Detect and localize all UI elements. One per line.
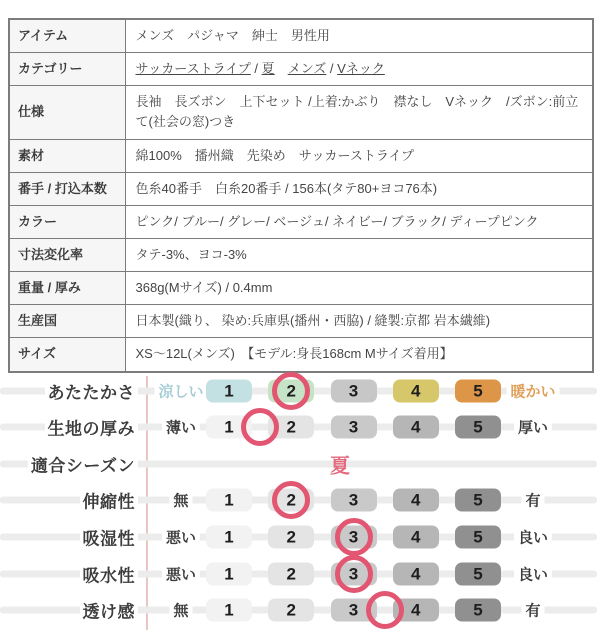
spec-table-body bbox=[9, 19, 593, 372]
spec-value-cell bbox=[125, 19, 593, 53]
spec-table bbox=[8, 18, 594, 373]
scale-max-label: 良い bbox=[514, 563, 552, 584]
category-link[interactable]: メンズ bbox=[287, 61, 327, 77]
scale-pill-4: 4 bbox=[393, 379, 439, 402]
spec-label-cell: 番手 / 打込本数 bbox=[9, 172, 125, 205]
spec-value-text: / bbox=[250, 61, 262, 77]
scale-pill-1: 1 bbox=[206, 489, 252, 512]
spec-row bbox=[9, 172, 593, 205]
scale-pill-1: 1 bbox=[206, 379, 252, 402]
scale-pill-5: 5 bbox=[455, 489, 501, 512]
spec-row bbox=[9, 238, 593, 271]
scale-min-label: 無 bbox=[169, 600, 192, 621]
rating-circle bbox=[241, 408, 279, 446]
scale-min-label: 薄い bbox=[162, 417, 200, 438]
chart-row bbox=[0, 518, 600, 555]
spec-value-cell bbox=[125, 205, 593, 238]
spec-value-text: ピンク/ ブルー/ グレー/ ベージュ/ ネイビー/ ブラック/ ディープピンク bbox=[135, 213, 539, 229]
scale-pill-2: 2 bbox=[268, 379, 314, 402]
spec-value-cell bbox=[125, 53, 593, 86]
spec-value-text: 綿100% 播州織 先染め サッカーストライプ bbox=[135, 147, 415, 163]
spec-value-cell bbox=[125, 86, 593, 139]
spec-label-cell: サイズ bbox=[9, 338, 125, 372]
spec-label-cell: カラー bbox=[9, 205, 125, 238]
spec-value-text: 368g(Mサイズ) / 0.4mm bbox=[135, 280, 273, 296]
scale-pill-3: 3 bbox=[331, 489, 377, 512]
spec-value-cell bbox=[125, 139, 593, 172]
spec-value-text: 日本製(織り、 染め:兵庫県(播州・西脇) / 縫製:京都 岩本繊維) bbox=[135, 313, 491, 329]
spec-value-cell bbox=[125, 238, 593, 271]
chart-row-label: あたたかさ bbox=[45, 377, 139, 404]
season-value: 夏 bbox=[330, 455, 350, 478]
spec-label-cell: 寸法変化率 bbox=[9, 238, 125, 271]
scale-min-label: 悪い bbox=[162, 526, 200, 547]
scale-pill-4: 4 bbox=[393, 562, 439, 585]
scale-pill-5: 5 bbox=[455, 599, 501, 622]
spec-label-cell: 重量 / 厚み bbox=[9, 272, 125, 305]
chart-row-label: 透け感 bbox=[80, 597, 139, 624]
scale-pill-2: 2 bbox=[268, 416, 314, 439]
rating-circle bbox=[335, 555, 373, 593]
rating-circle bbox=[366, 591, 404, 629]
spec-label-cell: カテゴリー bbox=[9, 53, 125, 86]
rating-chart bbox=[0, 372, 600, 634]
scale-pill-3: 3 bbox=[331, 525, 377, 548]
chart-row bbox=[0, 555, 600, 592]
chart-row bbox=[0, 482, 600, 519]
scale-pill-1: 1 bbox=[206, 525, 252, 548]
scale-max-label: 良い bbox=[514, 526, 552, 547]
spec-row bbox=[9, 139, 593, 172]
spec-value-text: XS〜12L(メンズ) 【モデル:身長168cm Mサイズ着用】 bbox=[135, 346, 453, 362]
scale-min-label: 無 bbox=[169, 490, 192, 511]
scale-pill-3: 3 bbox=[331, 562, 377, 585]
chart-row bbox=[0, 592, 600, 629]
scale-pill-1: 1 bbox=[206, 599, 252, 622]
scale-pill-4: 4 bbox=[393, 525, 439, 548]
scale-pill-5: 5 bbox=[455, 416, 501, 439]
scale-pill-4: 4 bbox=[393, 599, 439, 622]
spec-value-text: メンズ パジャマ 紳士 男性用 bbox=[135, 28, 330, 43]
chart-row bbox=[0, 372, 600, 409]
rating-circle bbox=[272, 481, 310, 519]
spec-label-cell: 仕様 bbox=[9, 86, 125, 139]
scale-pill-3: 3 bbox=[331, 599, 377, 622]
spec-label-cell: 素材 bbox=[9, 139, 125, 172]
chart-row bbox=[0, 409, 600, 446]
chart-row bbox=[0, 445, 600, 482]
spec-value-cell bbox=[125, 172, 593, 205]
scale-min-label: 悪い bbox=[162, 563, 200, 584]
spec-value-cell bbox=[125, 305, 593, 338]
spec-row bbox=[9, 19, 593, 53]
spec-row bbox=[9, 86, 593, 139]
scale-max-label: 有 bbox=[521, 600, 544, 621]
spec-value-text: タテ-3%、ヨコ-3% bbox=[135, 246, 247, 262]
scale-pill-5: 5 bbox=[455, 379, 501, 402]
scale-pill-5: 5 bbox=[455, 562, 501, 585]
scale-pill-1: 1 bbox=[206, 416, 252, 439]
scale-pill-4: 4 bbox=[393, 416, 439, 439]
scale-pill-4: 4 bbox=[393, 489, 439, 512]
scale-pill-3: 3 bbox=[331, 379, 377, 402]
chart-row-label: 吸水性 bbox=[80, 560, 139, 587]
spec-value-text: 色糸40番手 白糸20番手 / 156本(タテ80+ヨコ76本) bbox=[135, 180, 438, 196]
scale-pill-5: 5 bbox=[455, 525, 501, 548]
spec-row bbox=[9, 338, 593, 372]
scale-max-label: 厚い bbox=[514, 417, 552, 438]
scale-min-label: 涼しい bbox=[154, 380, 207, 401]
chart-row-label: 伸縮性 bbox=[80, 487, 139, 514]
scale-max-label: 暖かい bbox=[506, 380, 559, 401]
spec-row bbox=[9, 205, 593, 238]
chart-row-label: 適合シーズン bbox=[28, 450, 138, 477]
spec-label-cell: アイテム bbox=[9, 19, 125, 53]
spec-row bbox=[9, 305, 593, 338]
scale-pill-2: 2 bbox=[268, 562, 314, 585]
spec-value-text: 長袖 長ズボン 上下セット /上着:かぶり 襟なし Vネック /ズボン:前立て(社会の窓)つき bbox=[135, 94, 579, 130]
spec-row bbox=[9, 53, 593, 86]
spec-row bbox=[9, 272, 593, 305]
spec-label-cell: 生産国 bbox=[9, 305, 125, 338]
spec-value-cell bbox=[125, 338, 593, 372]
rating-circle bbox=[272, 372, 310, 410]
spec-value-text: / bbox=[326, 61, 338, 77]
rating-circle bbox=[335, 518, 373, 556]
scale-pill-2: 2 bbox=[268, 599, 314, 622]
chart-row-label: 吸湿性 bbox=[80, 523, 139, 550]
spec-value-text bbox=[275, 61, 288, 76]
scale-pill-2: 2 bbox=[268, 489, 314, 512]
spec-value-cell bbox=[125, 272, 593, 305]
chart-row-label: 生地の厚み bbox=[45, 414, 139, 441]
category-link[interactable]: Vネック bbox=[337, 61, 385, 77]
scale-pill-3: 3 bbox=[331, 416, 377, 439]
category-link[interactable]: サッカーストライプ bbox=[135, 61, 251, 77]
scale-max-label: 有 bbox=[521, 490, 544, 511]
scale-pill-2: 2 bbox=[268, 525, 314, 548]
scale-pill-1: 1 bbox=[206, 562, 252, 585]
category-link[interactable]: 夏 bbox=[261, 61, 275, 77]
